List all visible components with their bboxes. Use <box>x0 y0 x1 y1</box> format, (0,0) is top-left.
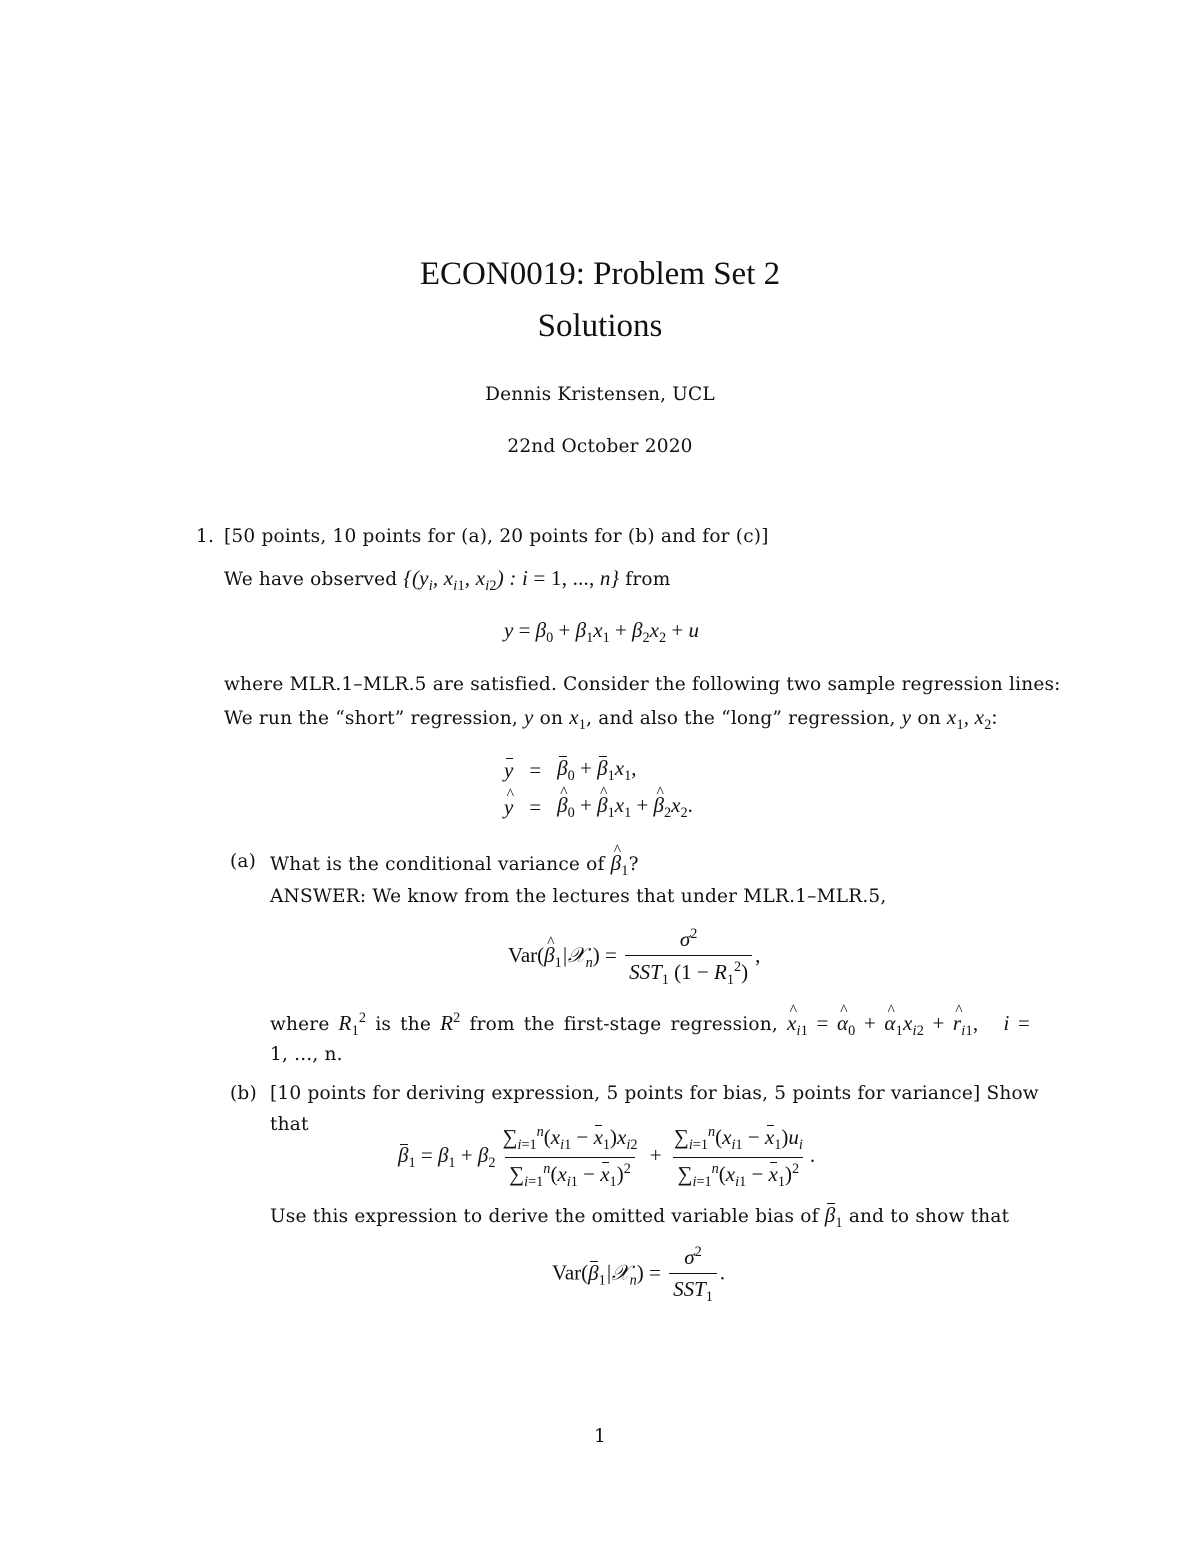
part-b-label: (b) <box>230 1083 257 1104</box>
observed-pre: We have observed <box>224 569 398 590</box>
short-regression-line: y = $\beta_0 + \beta_1x_1$, <box>504 756 637 784</box>
question-points: [50 points, 10 points for (a), 20 points for (b) and for (c)] <box>224 526 769 547</box>
part-a-answer-intro: ANSWER: We know from the lectures that under MLR.1–MLR.5, <box>270 886 887 907</box>
page-number: 1 <box>594 1426 606 1447</box>
part-a-question: What is the conditional variance of ^ $\beta_1$? <box>270 851 639 880</box>
long-regression-line: ^ y = ^ $\beta_0$ + ^ $\beta_1x_1$ + ^ $\beta_2x_2$. <box>496 789 701 826</box>
short-beta-expression: $\beta_1 = \beta_1 + \beta_2$ $\frac{\sum_{i=1}^n(x_{i1} - x_1)x_{i2}}{\sum_{i=1}^n(x_{i1} - x_1)^2}$ + $\frac{\sum_{i=1}^n(x_{i1} - x_1)u_i}{\sum_{i=1}^n(x_{i1} - x_1)^2}$ . <box>398 1124 816 1190</box>
observed-post: from <box>625 569 671 590</box>
part-b-line2: that <box>270 1114 309 1135</box>
part-a-where-end: 1, ..., n. <box>270 1044 343 1065</box>
model-equation: $y = \beta_0 + \beta_1x_1 + \beta_2x_2 + u$ <box>504 618 699 646</box>
observed-line <box>224 566 670 595</box>
variance-formula-long: Var(^ $\beta_1|𝒳_n$) = $\frac{\sigma^2}{SST_1 (1 - R_1^2)}$ , <box>508 926 760 989</box>
part-a-label: (a) <box>230 851 257 872</box>
author: Dennis Kristensen, UCL <box>485 384 715 405</box>
sample-set-math: {($y_i$, $x_{i1}$, $x_{i2}$) : i = 1, ..., n} <box>403 566 620 594</box>
date: 22nd October 2020 <box>507 436 693 457</box>
question-number: 1. <box>196 526 215 547</box>
assumption-text: where MLR.1–MLR.5 are satisfied. Consider the following two sample regression lines: <box>224 674 1061 695</box>
part-a-where-line: where $R_1^2$ is the $R^2$ from the first-stage regression, ^ $x_{i1}$ = ^ $\alpha_0$ + ^ $\alpha_1x_{i2}$ + ^ $r_{i1}$, i = <box>270 1010 1030 1040</box>
variance-formula-short: $Var(\beta_1|𝒳_n)$ = $\frac{\sigma^2}{SST_1}$ . <box>552 1244 726 1305</box>
regression-lines <box>496 752 701 826</box>
part-b-use-text: Use this expression to derive the omitted variable bias of $\beta_1$ and to show that <box>270 1203 1010 1231</box>
part-b-line1: [10 points for deriving expression, 5 points for bias, 5 points for variance] Show <box>270 1083 1039 1104</box>
regression-description: We run the “short” regression, y on $x_1$, and also the “long” regression, y on $x_1$, $x_2$: <box>224 705 998 733</box>
document-subtitle: Solutions <box>537 308 663 344</box>
document-title: ECON0019: Problem Set 2 <box>419 256 781 292</box>
